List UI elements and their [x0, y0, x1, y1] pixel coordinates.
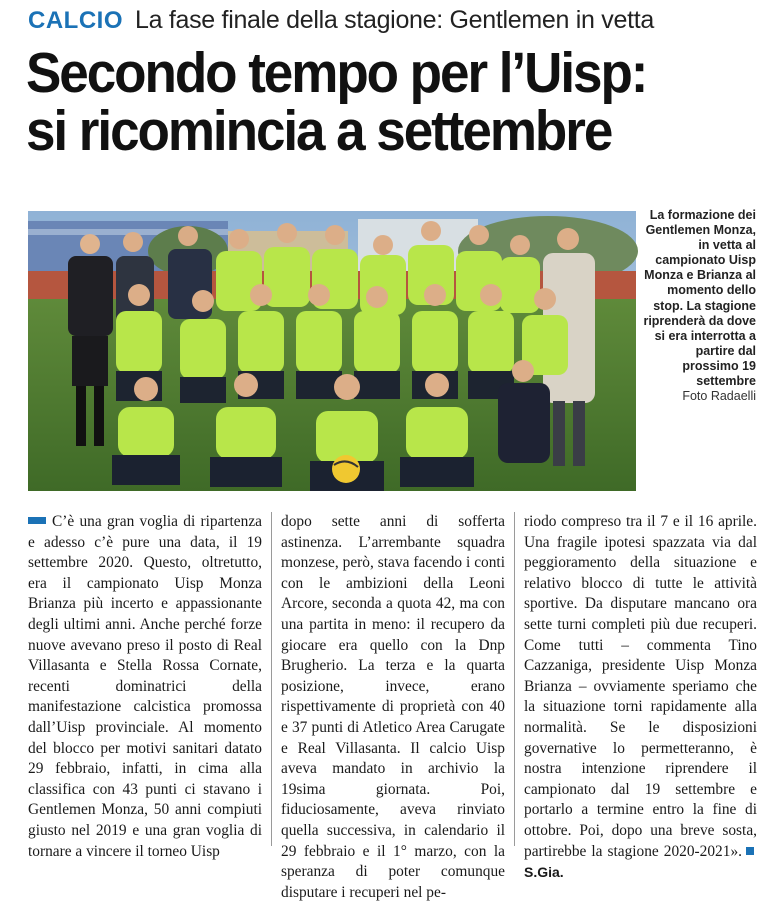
- author-signature: S.Gia.: [524, 864, 564, 881]
- column-2-text: dopo sette anni di sofferta astinenza. L’arrembante squadra monzese, però, stava facendo i conti con le ambizioni della Leoni Arcore, seconda a quota 42, ma con una partita in meno: il recupero da giocare era quello con la Dnp Brugherio. La terza e la quarta posizione, invece, erano rispettivamente di proprietà con 40 e 37 punti di Atletico Area Carugate e Real Villasanta. Il calcio Uisp aveva mandato in archivio la 19sima giornata. Poi, fiduciosamente, aveva rinviato quella successiva, in calendario il 29 febbraio e il 1° marzo, con la speranza di poter comunque disputare i recuperi nel pe-: [281, 513, 505, 901]
- section-label: CALCIO: [28, 7, 123, 34]
- column-1-text: C’è una gran voglia di ripartenza e adesso c’è pure una data, il 19 settembre 2020. Questo, oltretutto, era il campionato Uisp Monza Brianza più incerto e appassionante degli ultimi anni. Anche perché forze nuove avevano preso il posto di Real Villasanta e Stella Rossa Cornate, recenti dominatrici della manifestazione calcistica promossa dall’Uisp provinciale. Al momento del blocco per motivi sanitari datato 29 febbraio, infatti, in cima alla classifica con 43 punti ci stavano i Gentlemen Monza, 50 anni compiuti giusto nel 2019 e una gran voglia di tornare a vincere il torneo Uisp: [28, 513, 262, 860]
- team-photo: [28, 211, 636, 491]
- subheadline: La fase finale della stagione: Gentlemen in vetta: [135, 6, 654, 34]
- article-column-1: [28, 512, 271, 860]
- photo-credit: Foto Radaelli: [682, 389, 756, 404]
- article-column-3: [514, 512, 757, 881]
- photo-caption: [640, 208, 756, 404]
- headline: [26, 41, 705, 163]
- signature-square-icon: [746, 847, 754, 855]
- headline-line-1: Secondo tempo per l’Uisp:: [26, 41, 647, 105]
- kicker: [28, 6, 654, 40]
- team-photo-illustration: [28, 211, 636, 491]
- column-3-text: riodo compreso tra il 7 e il 16 aprile. Una fragile ipotesi spazzata via dal peggioramento della situazione e relativo blocco di tutte le attività sportive. Da disputare mancano ora sette turni completi più due recuperi. Come tutti – commenta Tino Cazzaniga, presidente Uisp Monza Brianza – ovviamente speriamo che la situazione torni rapidamente alla normalità. Se le disposizioni governative lo permetteranno, è nostra intenzione riprendere il campionato dal 19 settembre e portarlo a termine entro la fine di ottobre. Poi, dopo una breve sosta, partirebbe la stagione 2020-2021».: [524, 513, 757, 860]
- headline-line-2: si ricomincia a settembre: [26, 99, 612, 163]
- article-body: [28, 512, 758, 901]
- paragraph-marker: [28, 517, 46, 524]
- article-column-2: [271, 512, 514, 901]
- caption-text: La formazione dei Gentlemen Monza, in vetta al campionato Uisp Monza e Brianza al momento dello stop. La stagione riprenderà da dove si era interrotta a partire dal prossimo 19 settembre: [643, 208, 756, 389]
